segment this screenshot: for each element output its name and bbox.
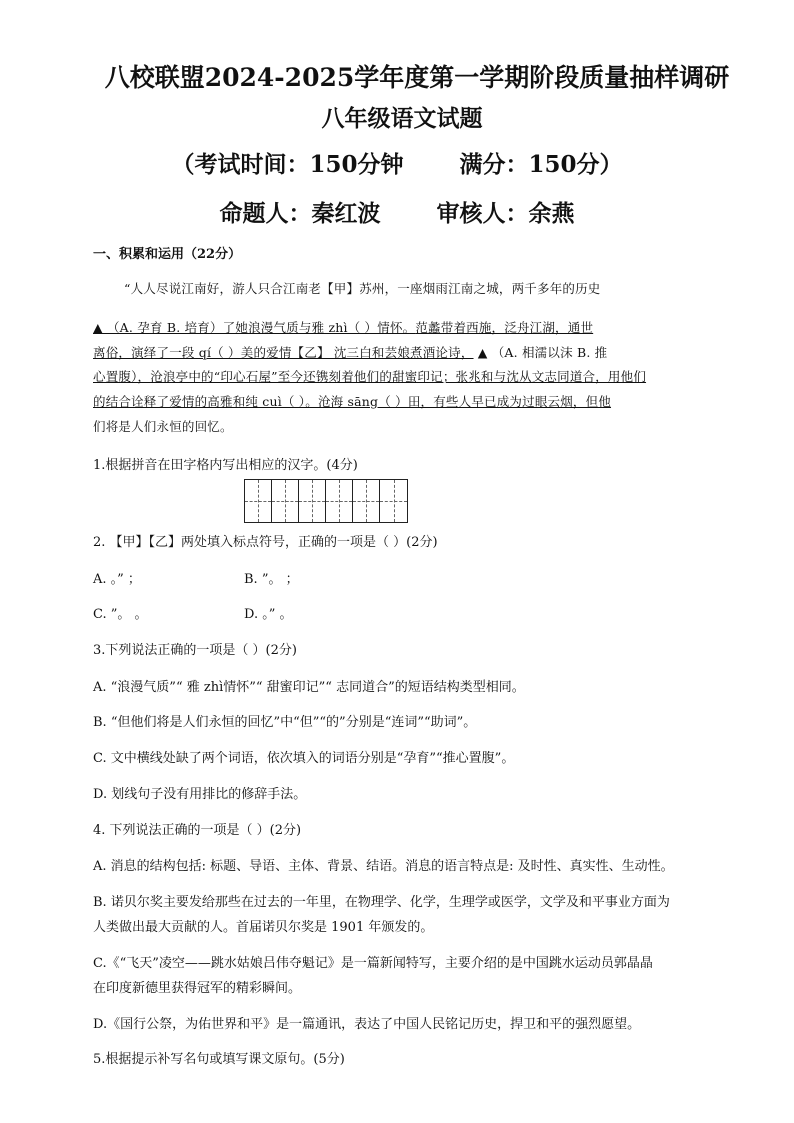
exam-full-score: 满分：150分） — [459, 151, 623, 178]
q2-option-a[interactable]: A. 。” ； — [93, 572, 141, 587]
exam-authors — [0, 195, 794, 228]
grid-cell[interactable] — [272, 480, 299, 522]
section-heading: 一、积累和运用（22分） — [93, 247, 242, 262]
q2-option-c[interactable]: C. ”。 。 — [93, 607, 148, 622]
passage-line-6: 们将是人们永恒的回忆。 — [93, 419, 233, 434]
passage-line-4-text: 心置腹），沧浪亭中的“印心石屋”至今还镌刻着他们的甜蜜印记；张兆和与沈从文志同道合，用他们 — [93, 369, 647, 384]
grid-cell[interactable] — [326, 480, 353, 522]
exam-time-score — [0, 146, 794, 179]
grid-cell[interactable] — [245, 480, 272, 522]
q2-option-b[interactable]: B. ”。 ； — [244, 572, 299, 587]
passage-line-2-a: ▲ （A. 孕育 B. 培育）了她浪漫气质与雅 zhì（ ）情怀。 — [93, 320, 416, 335]
passage-line-5-text: 的结合诠释了爱情的高雅和纯 cuì（ ）。沧海 sāng（ ）田，有些人早已成为过眼云烟，但他 — [93, 394, 612, 409]
passage-line-3-b: ▲ （A. 相濡以沫 B. 推 — [473, 345, 608, 360]
passage-line-2-b: 范蠡带着西施，泛舟江湖，通世 — [415, 320, 594, 335]
q3-option-c[interactable]: C. 文中横线处缺了两个词语，依次填入的词语分别是“孕育”“推心置腹”。 — [93, 751, 515, 766]
passage-line-1: “人人尽说江南好，游人只合江南老【甲】苏州，一座烟雨江南之城，两千多年的历史 — [124, 281, 601, 296]
q4-option-a[interactable]: A. 消息的结构包括: 标题、导语、主体、背景、结语。消息的语言特点是: 及时性、真实性、生动性。 — [93, 859, 674, 874]
q4-option-c[interactable]: C.《“飞天”凌空——跳水姑娘吕伟夺魁记》是一篇新闻特写，主要介绍的是中国跳水运动员郭晶晶 — [93, 956, 653, 971]
question-3: 3.下列说法正确的一项是（ ）(2分) — [93, 643, 297, 658]
question-5: 5.根据提示补写名句或填写课文原句。(5分) — [93, 1052, 345, 1067]
grid-cell[interactable] — [299, 480, 326, 522]
q3-option-a[interactable]: A. “浪漫气质”“ 雅 zhì情怀”“ 甜蜜印记”“ 志同道合”的短语结构类型相同。 — [93, 680, 525, 695]
exam-subtitle: 八年级语文试题 — [321, 105, 483, 132]
q2-option-d[interactable]: D. 。” 。 — [244, 607, 293, 622]
passage-line-4 — [93, 367, 713, 385]
q3-option-d[interactable]: D. 划线句子没有用排比的修辞手法。 — [93, 787, 307, 802]
question-4: 4. 下列说法正确的一项是（ ）(2分) — [93, 823, 302, 838]
q3-option-b[interactable]: B. “但他们将是人们永恒的回忆”中“但”“的”分别是“连词”“助词”。 — [93, 715, 477, 730]
passage-line-2 — [93, 318, 713, 336]
q4-option-b[interactable]: B. 诺贝尔奖主要发给那些在过去的一年里，在物理学、化学，生理学或医学，文学及和平事业方面为 — [93, 895, 670, 910]
writing-grid[interactable] — [244, 479, 408, 523]
passage-line-5 — [93, 392, 713, 410]
passage-line-3 — [93, 343, 713, 361]
exam-time: （考试时间：150分钟 — [171, 151, 404, 178]
exam-title: 八校联盟2024-2025学年度第一学期阶段质量抽样调研 — [104, 63, 730, 92]
q4-option-d[interactable]: D.《国行公祭，为佑世界和平》是一篇通讯，表达了中国人民铭记历史，捍卫和平的强烈愿望。 — [93, 1017, 641, 1032]
question-author: 命题人：秦红波 — [219, 200, 381, 227]
q4-option-c-cont: 在印度新德里获得冠军的精彩瞬间。 — [93, 981, 302, 996]
grid-cell[interactable] — [380, 480, 407, 522]
question-reviewer: 审核人：余燕 — [436, 200, 575, 227]
question-2: 2. 【甲】【乙】两处填入标点符号，正确的一项是（ ）(2分) — [93, 535, 438, 550]
grid-cell[interactable] — [353, 480, 380, 522]
passage-line-3-a: 离俗，演绎了一段 qí（ ）美的爱情【乙】 沈三白和芸娘煮酒论诗， — [93, 345, 474, 360]
q4-option-b-cont: 人类做出最大贡献的人。首届诺贝尔奖是 1901 年颁发的。 — [93, 920, 434, 935]
question-1: 1.根据拼音在田字格内写出相应的汉字。(4分) — [93, 458, 358, 473]
